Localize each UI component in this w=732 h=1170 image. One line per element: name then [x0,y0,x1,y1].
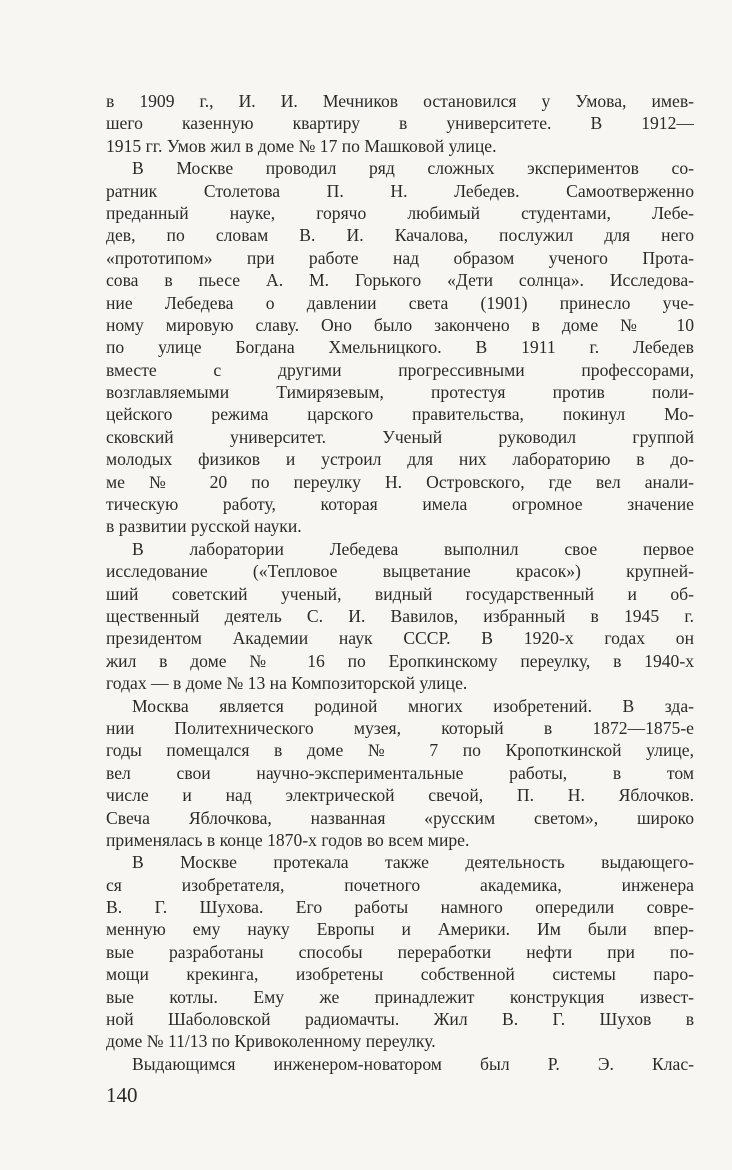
text-line: В. Г. Шухова. Его работы намного опередили совре- [106,897,694,918]
paragraph-3 [106,538,694,695]
text-line: дев, по словам В. И. Качалова, послужил для него [106,225,694,246]
text-line: 1915 гг. Умов жил в доме № 17 по Машковой улице. [106,135,497,156]
text-line: менную ему науку Европы и Америки. Им были впер- [106,919,694,940]
text-line: в развитии русской науки. [106,516,302,537]
text-line: щественный деятель С. И. Вавилов, избранный в 1945 г. [106,605,694,626]
text-line: сковский университет. Ученый руководил группой [106,426,694,447]
paragraph-1 [106,90,694,157]
text-line: В Москве проводил ряд сложных экспериментов со- [132,158,694,179]
text-line: вые разработаны способы переработки нефти при по- [106,941,694,962]
text-line: сова в пьесе А. М. Горького «Дети солнца». Исследова- [106,270,694,291]
text-line: числе и над электрической свечой, П. Н. Яблочков. [106,785,694,806]
text-line: Свеча Яблочкова, названная «русским светом», широко [106,807,694,828]
text-line: мощи крекинга, изобретены собственной системы паро- [106,964,694,985]
text-line: вел свои научно-экспериментальные работы, в том [106,762,694,783]
page-number: 140 [106,1083,138,1107]
text-line: годах — в доме № 13 на Композиторской улице. [106,673,468,694]
text-line: применялась в конце 1870-х годов во всем мире. [106,829,470,850]
text-line: Москва является родиной многих изобретений. В зда- [132,695,694,716]
text-line: ся изобретателя, почетного академика, инженера [106,874,694,895]
text-line: Выдающимся инженером-новатором был Р. Э. Клас- [132,1053,694,1074]
text-line: шего казенную квартиру в университете. В 1912— [106,113,694,134]
text-line: ной Шаболовской радиомачты. Жил В. Г. Шухов в [106,1009,694,1030]
paragraph-5 [106,851,694,1053]
text-line: возглавляемыми Тимирязевым, протестуя против поли- [106,382,694,403]
text-line: вместе с другими прогрессивными профессорами, [106,359,694,380]
text-line: В Москве протекала также деятельность выдающего- [132,852,694,873]
paragraph-4 [106,695,694,852]
text-line: в 1909 г., И. И. Мечников остановился у Умова, имев- [106,91,694,111]
text-line: ратник Столетова П. Н. Лебедев. Самоотверженно [106,180,694,201]
text-line: преданный науке, горячо любимый студентами, Лебе- [106,202,694,223]
text-line: годы помещался в доме № 7 по Кропоткинской улице, [106,740,694,761]
text-line: доме № 11/13 по Кривоколенному переулку. [106,1031,436,1052]
text-line: В лаборатории Лебедева выполнил свое первое [132,538,694,559]
text-line: исследование («Тепловое выцветание красок») крупней- [106,561,694,582]
text-line: «прототипом» при работе над образом ученого Прота- [106,247,694,268]
text-line: ший советский ученый, видный государственный и об- [106,583,694,604]
paragraph-2 [106,157,694,538]
text-line: ние Лебедева о давлении света (1901) принесло уче- [106,292,694,313]
text-line: ному мировую славу. Оно было закончено в доме № 10 [106,314,694,335]
text-line: ме № 20 по переулку Н. Островского, где вел анали- [106,471,694,492]
text-line: жил в доме № 16 по Еропкинскому переулку, в 1940-х [106,650,694,671]
text-line: президентом Академии наук СССР. В 1920-х годах он [106,628,694,649]
text-line: по улице Богдана Хмельницкого. В 1911 г. Лебедев [106,337,694,358]
text-line: тическую работу, которая имела огромное значение [106,494,694,515]
text-line: вые котлы. Ему же принадлежит конструкция извест- [106,986,694,1007]
text-line: цейского режима царского правительства, покинул Мо- [106,404,694,425]
page-body [106,90,694,1075]
text-line: нии Политехнического музея, который в 1872—1875-е [106,717,694,738]
text-line: молодых физиков и устроил для них лабораторию в до- [106,449,694,470]
paragraph-6 [106,1053,694,1075]
